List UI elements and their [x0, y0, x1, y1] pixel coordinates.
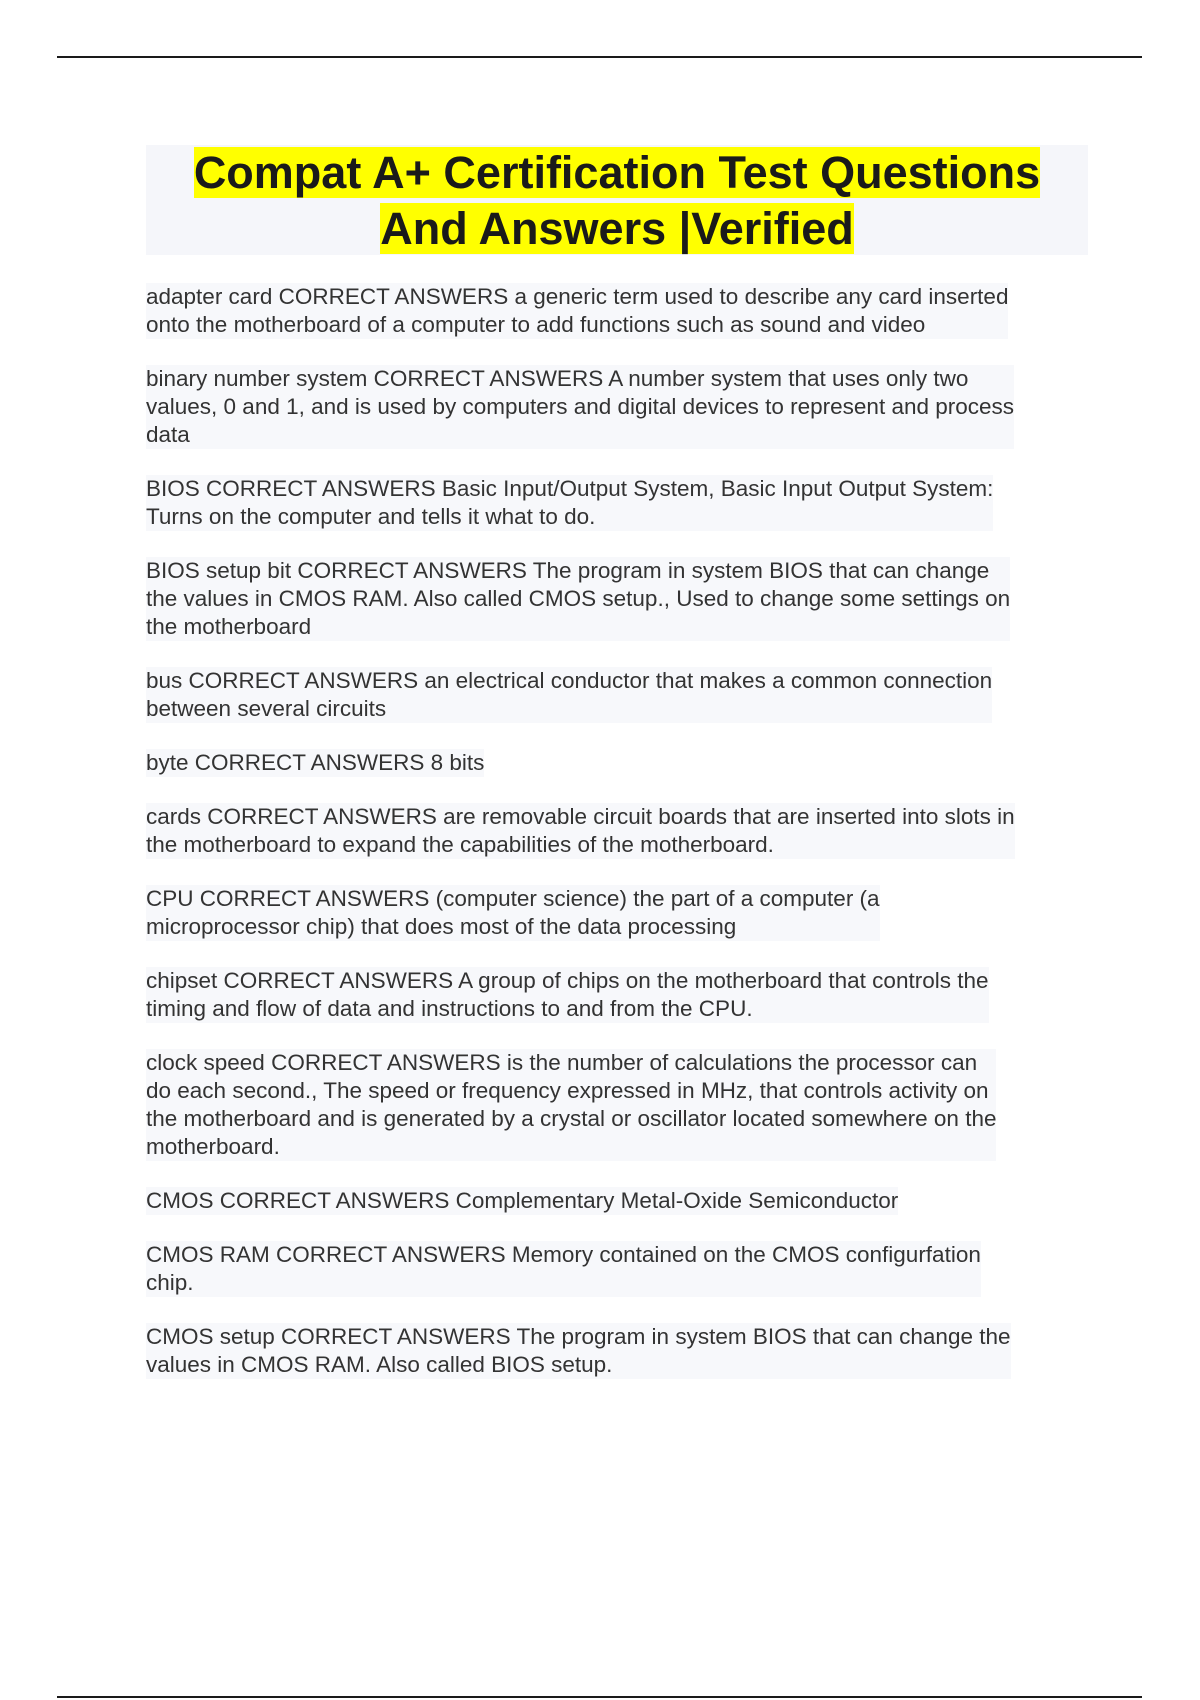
entry-cmos: CMOS CORRECT ANSWERS Complementary Metal-Oxide Semiconductor	[146, 1188, 899, 1213]
document-title	[146, 145, 1088, 255]
entry-adapter-card: adapter card CORRECT ANSWERS a generic term used to describe any card inserted onto the motherboard of a computer to add functions such as sound and video	[146, 284, 1009, 337]
bottom-rule	[57, 1696, 1142, 1698]
entry-cmos-ram: CMOS RAM CORRECT ANSWERS Memory contained on the CMOS configurfation chip.	[146, 1242, 981, 1295]
entry-byte: byte CORRECT ANSWERS 8 bits	[146, 750, 485, 775]
entry-bios-setup-bit: BIOS setup bit CORRECT ANSWERS The program in system BIOS that can change the values in CMOS RAM. Also called CMOS setup., Used to change some settings on the motherboard	[146, 558, 1011, 639]
entry-bios: BIOS CORRECT ANSWERS Basic Input/Output System, Basic Input Output System: Turns on the computer and tells it what to do.	[146, 476, 994, 529]
entry-cpu: CPU CORRECT ANSWERS (computer science) the part of a computer (a microprocessor chip) that does most of the data processing	[146, 886, 880, 939]
title-line-2: And Answers |Verified	[380, 203, 854, 254]
entries-list	[146, 283, 1088, 1405]
entry-cards: cards CORRECT ANSWERS are removable circuit boards that are inserted into slots in the motherboard to expand the capabilities of the motherboard.	[146, 804, 1015, 857]
entry-binary-number-system: binary number system CORRECT ANSWERS A number system that uses only two values, 0 and 1, and is used by computers and digital devices to represent and process data	[146, 366, 1015, 447]
entry-bus: bus CORRECT ANSWERS an electrical conductor that makes a common connection between several circuits	[146, 668, 993, 721]
entry-chipset: chipset CORRECT ANSWERS A group of chips on the motherboard that controls the timing and flow of data and instructions to and from the CPU.	[146, 968, 989, 1021]
entry-cmos-setup: CMOS setup CORRECT ANSWERS The program in system BIOS that can change the values in CMOS RAM. Also called BIOS setup.	[146, 1324, 1011, 1377]
title-line-1: Compat A+ Certification Test Questions	[193, 147, 1041, 198]
top-rule	[57, 56, 1142, 58]
entry-clock-speed: clock speed CORRECT ANSWERS is the number of calculations the processor can do each second., The speed or frequency expressed in MHz, that controls activity on the motherboard and is generated by a crystal or oscillator located somewhere on the motherboard.	[146, 1050, 997, 1159]
